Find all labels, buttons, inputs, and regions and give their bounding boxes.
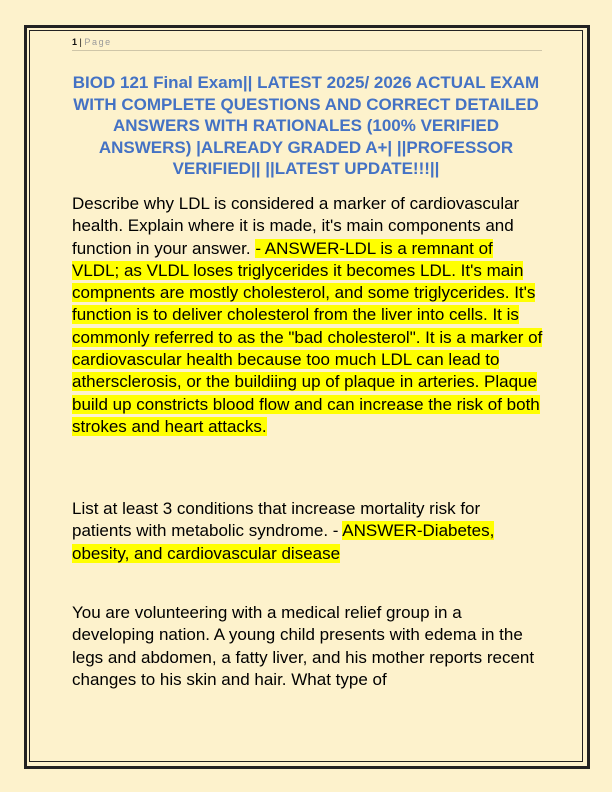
page-word: Page	[84, 37, 112, 47]
question-text: You are volunteering with a medical relief group in a developing nation. A young child presents with edema in the legs and abdomen, a fatty liver, and his mother reports recent changes to his skin and hair. What type of	[72, 603, 535, 689]
page-separator: |	[77, 37, 85, 47]
question-metabolic-syndrome	[72, 498, 544, 565]
answer-text: - ANSWER-LDL is a remnant of VLDL; as VLDL loses triglycerides it becomes LDL. It's main compnents are mostly cholesterol, and some triglycerides. It's function is to deliver cholesterol from the liver into cells. It is commonly referred to as the "bad cholesterol". It is a marker of cardiovascular health because too much LDL can lead to athersclerosis, or the buildiing up of plaque in arteries. Plaque build up constricts blood flow and can increase the risk of both strokes and heart attacks.	[72, 238, 543, 436]
question-edema-child	[72, 602, 544, 691]
answer-text: ANSWER-Diabetes, obesity, and cardiovascular disease	[72, 521, 495, 563]
question-text: List at least 3 conditions that increase mortality risk for patients with metabolic syndrome. -	[72, 499, 481, 541]
document-title: BIOD 121 Final Exam|| LATEST 2025/ 2026 ACTUAL EXAM WITH COMPLETE QUESTIONS AND CORRECT DETAILED ANSWERS WITH RATIONALES (100% VERIFIED ANSWERS) |ALREADY GRADED A+| ||PROFESSOR VERIFIED|| ||LATEST UPDATE!!!||	[72, 73, 540, 178]
question-ldl	[72, 193, 544, 438]
page-header	[72, 37, 542, 51]
question-text: Describe why LDL is considered a marker of cardiovascular health. Explain where it is made, it's main components and function in your answer.	[72, 194, 520, 258]
page-number: 1	[72, 37, 78, 47]
